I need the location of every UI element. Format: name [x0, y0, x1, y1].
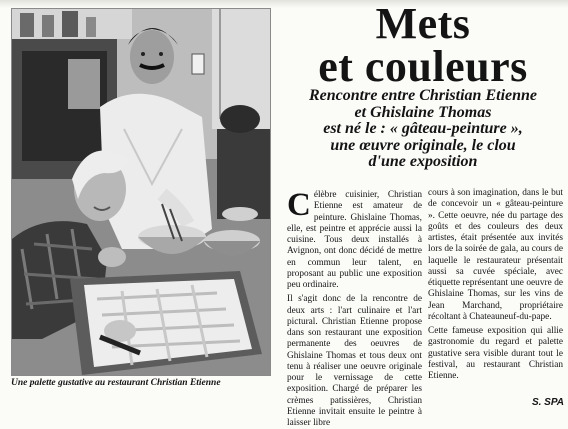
drop-cap: C [287, 187, 311, 223]
headline-line-2: et couleurs [318, 42, 528, 91]
headline-line-1: Mets [375, 0, 471, 48]
deck-line-4: une œuvre originale, le clou [330, 136, 516, 154]
article-photo [11, 8, 271, 376]
deck-line-1: Rencontre entre Christian Etienne [308, 87, 538, 104]
photo-caption: Une palette gustative au restaurant Christian Etienne [11, 378, 221, 388]
article-paragraph-1 [287, 187, 422, 291]
article-paragraph-3: cours à son imagination, dans le but de concevoir un « gâteau-peinture ». Cette oeuvre, née du partage des goûts et des couleurs des deux artistes, était présentée aux invités lors de la soirée de gala, au cours de laquelle le restaurateur présentait aussi sa cuvée spéciale, avec étiquette représentant une oeuvre de Ghislaine Thomas, sur les vins de Jean Marchand, propriétaire récoltant à Chateauneuf-du-pape. [428, 188, 563, 322]
paragraph-1-text: élèbre cuisinier, Christian Etienne est amateur de peinture. Ghislaine Thomas, elle, est peintre et apprécie aussi la cuisine. Tous deux installés à Avignon, ont donc décidé de mettre en commun leur talent, en proposant au public une exposition peu ordinaire. [287, 190, 422, 290]
article-column-left [287, 187, 422, 428]
deck-line-5: d'une exposition [368, 153, 478, 170]
article-headline [283, 0, 563, 91]
deck-line-3: est né le : « gâteau-peinture », [323, 120, 523, 137]
article-paragraph-4: Cette fameuse exposition qui allie gastronomie du regard et palette gustative sera visible durant tout le festival, au restaurant Christian Etienne. [428, 326, 563, 381]
deck-line-2: et Ghislaine Thomas [354, 103, 492, 121]
article-deck [283, 88, 563, 171]
author-signature: S. SPA [531, 397, 564, 408]
article-column-right [428, 188, 563, 388]
article-paragraph-2: Il s'agit donc de la rencontre de deux arts : l'art culinaire et l'art pictural. Christian Etienne propose dans son restaurant une exposition permanente des oeuvres de Ghislaine Thomas et tous deux ont tenu à réaliser une oeuvre originale pour le vernissage de cette exposition. Chargé de préparer les crèmes patissières, Christian Etienne invitait ensuite le peintre à laisser libre [287, 294, 422, 428]
